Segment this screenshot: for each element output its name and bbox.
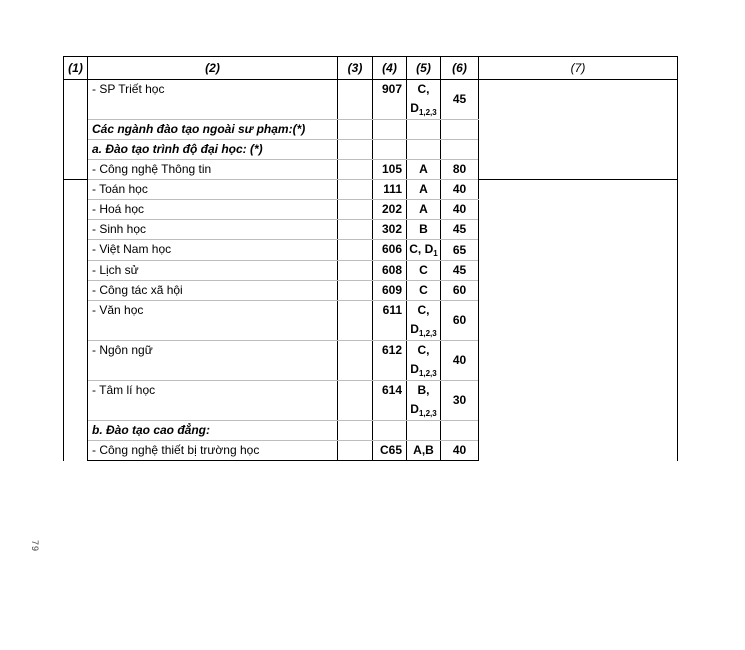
major-code: 202 [373, 200, 407, 220]
major-code: 302 [373, 220, 407, 240]
exam-group: C [407, 281, 441, 301]
major-code: 105 [373, 160, 407, 180]
admission-table [63, 56, 678, 461]
exam-group: C, $D_{1,2,3}$ [407, 80, 441, 120]
notes-cell [479, 80, 678, 180]
major-code: 608 [373, 261, 407, 281]
major-code: 111 [373, 180, 407, 200]
major-name: - Lịch sử [88, 261, 338, 281]
header-row [64, 57, 678, 80]
exam-group: C [407, 261, 441, 281]
header-col-7: (7) [479, 57, 678, 80]
exam-group: C, $D_{1,2,3}$ [407, 341, 441, 381]
header-col-5: (5) [407, 57, 441, 80]
quota: 60 [441, 281, 479, 301]
quota: 65 [441, 240, 479, 261]
quota: 40 [441, 341, 479, 381]
quota: 45 [441, 261, 479, 281]
major-code: C65 [373, 441, 407, 461]
section-heading: Các ngành đào tạo ngoài sư phạm:(*) [88, 120, 338, 140]
major-code: 907 [373, 80, 407, 120]
header-col-4: (4) [373, 57, 407, 80]
major-name: - Toán học [88, 180, 338, 200]
notes-cell [479, 180, 678, 461]
exam-group: A [407, 160, 441, 180]
exam-group: A [407, 180, 441, 200]
quota: 40 [441, 200, 479, 220]
major-name: - Công nghệ Thông tin [88, 160, 338, 180]
section-heading: a. Đào tạo trình độ đại học: (*) [88, 140, 338, 160]
header-col-6: (6) [441, 57, 479, 80]
exam-group: A,B [407, 441, 441, 461]
exam-group: B [407, 220, 441, 240]
quota: 60 [441, 301, 479, 341]
major-name: - Công tác xã hội [88, 281, 338, 301]
major-name: - SP Triết học [88, 80, 338, 120]
major-name: - Tâm lí học [88, 381, 338, 421]
major-code: 612 [373, 341, 407, 381]
page-number: 79 [30, 540, 40, 553]
quota: 30 [441, 381, 479, 421]
major-name: - Ngôn ngữ [88, 341, 338, 381]
table-row [64, 80, 678, 120]
section-heading: b. Đào tạo cao đẳng: [88, 421, 338, 441]
major-name: - Sinh học [88, 220, 338, 240]
exam-group: B, $D_{1,2,3}$ [407, 381, 441, 421]
major-name: - Văn học [88, 301, 338, 341]
major-code: 606 [373, 240, 407, 261]
header-col-2: (2) [88, 57, 338, 80]
major-name: - Việt Nam học [88, 240, 338, 261]
table-row [64, 180, 678, 200]
major-code: 611 [373, 301, 407, 341]
header-col-3: (3) [338, 57, 373, 80]
major-name: - Công nghệ thiết bị trường học [88, 441, 338, 461]
quota: 40 [441, 441, 479, 461]
header-col-1: (1) [64, 57, 88, 80]
quota: 45 [441, 80, 479, 120]
major-name: - Hoá học [88, 200, 338, 220]
exam-group: C, $D_1$ [407, 240, 441, 261]
quota: 45 [441, 220, 479, 240]
exam-group: C, $D_{1,2,3}$ [407, 301, 441, 341]
quota: 80 [441, 160, 479, 180]
exam-group: A [407, 200, 441, 220]
major-code: 609 [373, 281, 407, 301]
major-code: 614 [373, 381, 407, 421]
quota: 40 [441, 180, 479, 200]
